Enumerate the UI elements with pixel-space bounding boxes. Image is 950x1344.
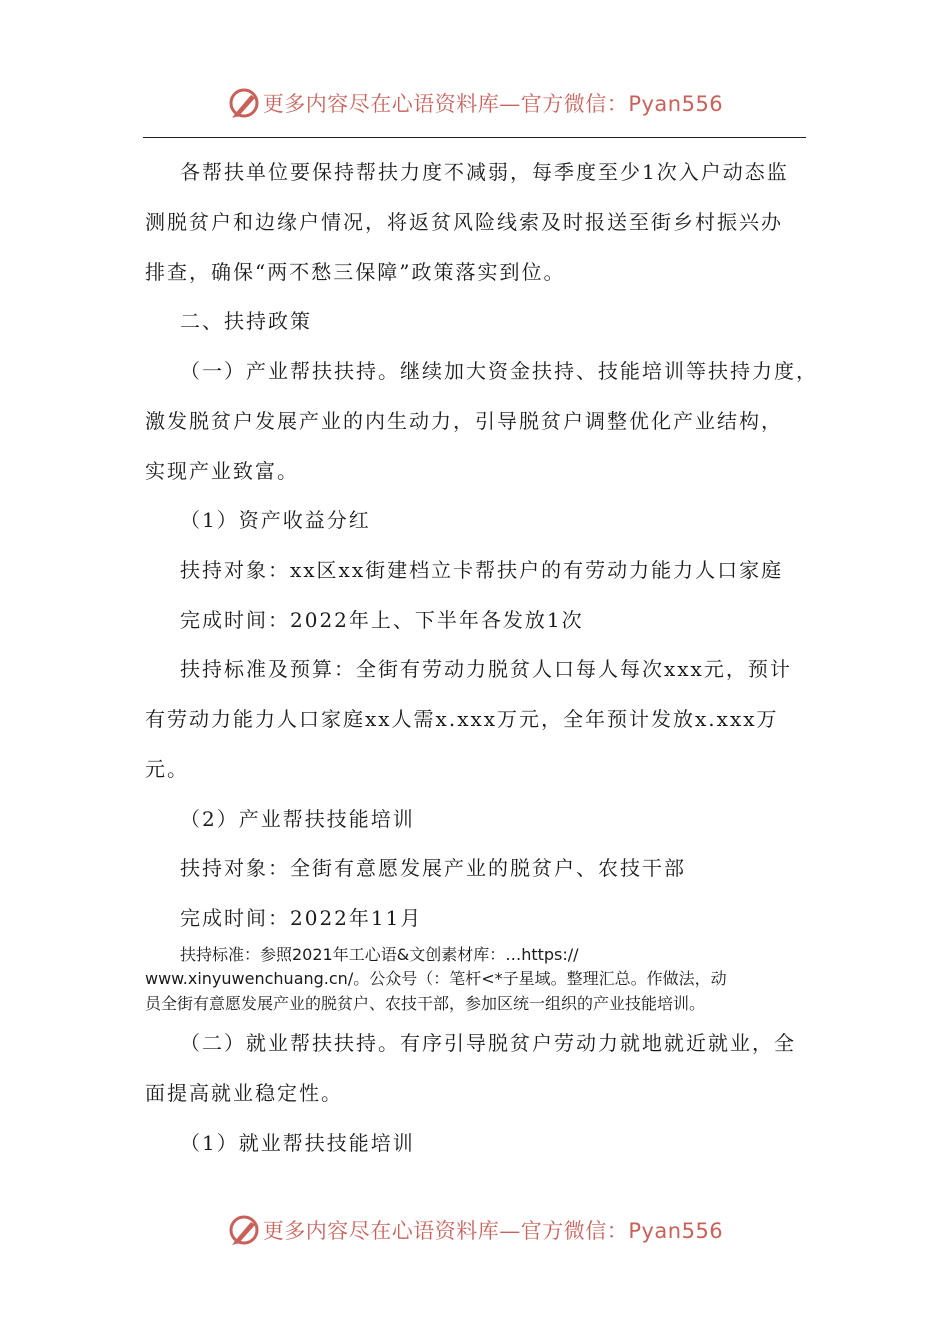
header-brand-en: Pyan556 [628, 92, 724, 116]
page-header [0, 83, 950, 123]
body-line: 扶持对象：xx区xx街建档立卡帮扶户的有劳动力能力人口家庭 [180, 558, 784, 582]
pen-in-circle-icon [227, 1213, 261, 1247]
section-heading: 二、扶持政策 [180, 309, 312, 333]
subsection-heading: （1）就业帮扶技能培训 [180, 1131, 415, 1155]
body-line: 扶持标准及预算：全街有劳动力脱贫人口每人每次xxx元，预计 [180, 657, 792, 681]
body-line: 实现产业致富。 [145, 459, 299, 483]
footer-brand [227, 1213, 723, 1247]
footer-brand-en: Pyan556 [628, 1219, 724, 1243]
note-line: 扶持标准：参照2021年工心语&文创素材库：…https:// [180, 945, 579, 964]
footer-brand-cn: 更多内容尽在心语资料库—官方微信： [262, 1219, 629, 1243]
body-line: 完成时间：2022年上、下半年各发放1次 [180, 608, 584, 632]
body-line: 测脱贫户和边缘户情况，将返贫风险线索及时报送至街乡村振兴办 [145, 210, 783, 234]
body-line: 各帮扶单位要保持帮扶力度不减弱，每季度至少1次入户动态监 [180, 160, 789, 184]
note-line: 员全街有意愿发展产业的脱贫户、农技干部，参加区统一组织的产业技能培训。 [145, 994, 706, 1013]
body-line: 排查，确保“两不愁三保障”政策落实到位。 [145, 260, 566, 284]
body-line: 完成时间：2022年11月 [180, 906, 423, 930]
note-line: www.xinyuwenchuang.cn/。公众号（：笔杆<*子星域。整理汇总。作做法，动 [145, 969, 727, 988]
body-line: （一）产业帮扶扶持。继续加大资金扶持、技能培训等扶持力度， [180, 359, 818, 383]
body-line: 有劳动力能力人口家庭xx人需x.xxx万元，全年预计发放x.xxx万 [145, 707, 779, 731]
header-brand-cn: 更多内容尽在心语资料库—官方微信： [262, 92, 629, 116]
subsection-heading: （1）资产收益分红 [180, 508, 371, 532]
body-line: 激发脱贫户发展产业的内生动力，引导脱贫户调整优化产业结构， [145, 409, 783, 433]
section-heading: （二）就业帮扶扶持。有序引导脱贫户劳动力就地就近就业，全 [180, 1031, 796, 1055]
page-footer [0, 1210, 950, 1250]
body-line: 扶持对象：全街有意愿发展产业的脱贫户、农技干部 [180, 856, 686, 880]
header-brand [227, 86, 723, 120]
subsection-heading: （2）产业帮扶技能培训 [180, 807, 415, 831]
body-line: 面提高就业稳定性。 [145, 1081, 343, 1105]
body-line: 元。 [145, 757, 189, 781]
header-divider [143, 137, 806, 138]
pen-in-circle-icon [227, 86, 261, 120]
